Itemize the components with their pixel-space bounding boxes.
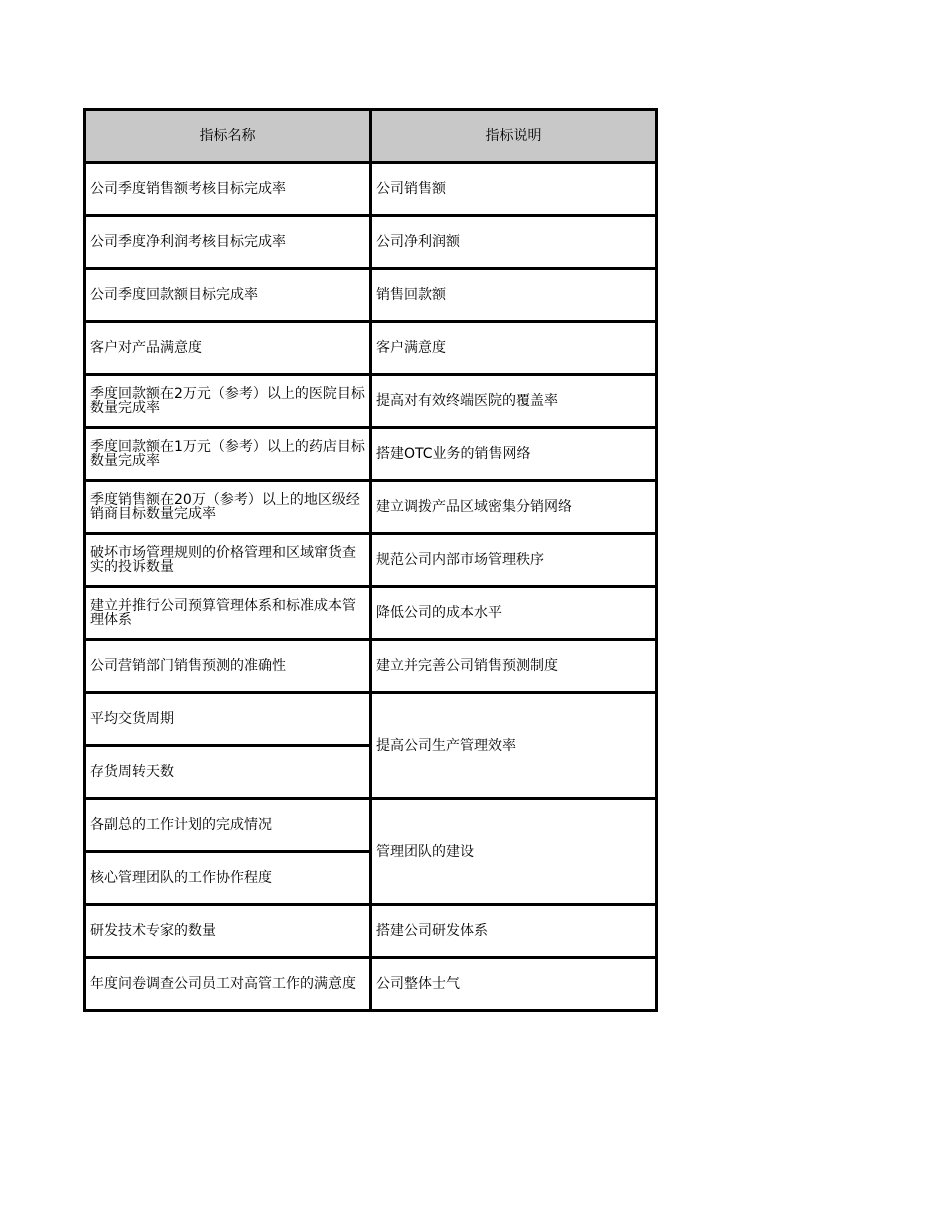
indicator-name-cell[interactable]: 季度销售额在20万（参考）以上的地区级经销商目标数量完成率 — [85, 481, 371, 534]
indicator-description-cell[interactable]: 提高公司生产管理效率 — [371, 693, 657, 799]
table-row — [85, 640, 657, 693]
table-row — [85, 216, 657, 269]
indicator-description-cell[interactable]: 客户满意度 — [371, 322, 657, 375]
table-row — [85, 693, 657, 746]
indicator-description-cell[interactable]: 公司整体士气 — [371, 958, 657, 1011]
table-row — [85, 375, 657, 428]
table-row — [85, 481, 657, 534]
indicator-description-cell[interactable]: 规范公司内部市场管理秩序 — [371, 534, 657, 587]
indicator-name-cell[interactable]: 各副总的工作计划的完成情况 — [85, 799, 371, 852]
table-row — [85, 799, 657, 852]
indicator-description-cell[interactable]: 管理团队的建设 — [371, 799, 657, 905]
table-row — [85, 958, 657, 1011]
header-indicator-description[interactable]: 指标说明 — [371, 110, 657, 163]
indicator-name-cell[interactable]: 年度问卷调查公司员工对高管工作的满意度 — [85, 958, 371, 1011]
table-row — [85, 428, 657, 481]
indicator-name-cell[interactable]: 平均交货周期 — [85, 693, 371, 746]
indicator-description-cell[interactable]: 搭建公司研发体系 — [371, 905, 657, 958]
indicator-description-cell[interactable]: 公司净利润额 — [371, 216, 657, 269]
indicator-description-cell[interactable]: 搭建OTC业务的销售网络 — [371, 428, 657, 481]
indicator-description-cell[interactable]: 降低公司的成本水平 — [371, 587, 657, 640]
indicator-name-cell[interactable]: 客户对产品满意度 — [85, 322, 371, 375]
indicator-name-cell[interactable]: 季度回款额在1万元（参考）以上的药店目标数量完成率 — [85, 428, 371, 481]
header-row — [85, 110, 657, 163]
indicator-name-cell[interactable]: 公司季度回款额目标完成率 — [85, 269, 371, 322]
header-indicator-name[interactable]: 指标名称 — [85, 110, 371, 163]
table-row — [85, 163, 657, 216]
table-row — [85, 534, 657, 587]
indicator-name-cell[interactable]: 研发技术专家的数量 — [85, 905, 371, 958]
indicator-description-cell[interactable]: 公司销售额 — [371, 163, 657, 216]
indicator-name-cell[interactable]: 核心管理团队的工作协作程度 — [85, 852, 371, 905]
indicator-name-cell[interactable]: 公司营销部门销售预测的准确性 — [85, 640, 371, 693]
table-row — [85, 269, 657, 322]
kpi-table — [83, 108, 658, 1012]
indicator-description-cell[interactable]: 建立并完善公司销售预测制度 — [371, 640, 657, 693]
indicator-name-cell[interactable]: 破坏市场管理规则的价格管理和区域窜货查实的投诉数量 — [85, 534, 371, 587]
indicator-description-cell[interactable]: 销售回款额 — [371, 269, 657, 322]
indicator-description-cell[interactable]: 提高对有效终端医院的覆盖率 — [371, 375, 657, 428]
indicator-name-cell[interactable]: 建立并推行公司预算管理体系和标准成本管理体系 — [85, 587, 371, 640]
indicator-name-cell[interactable]: 公司季度净利润考核目标完成率 — [85, 216, 371, 269]
table-row — [85, 905, 657, 958]
table-row — [85, 587, 657, 640]
indicator-name-cell[interactable]: 存货周转天数 — [85, 746, 371, 799]
indicator-name-cell[interactable]: 季度回款额在2万元（参考）以上的医院目标数量完成率 — [85, 375, 371, 428]
indicator-description-cell[interactable]: 建立调拨产品区域密集分销网络 — [371, 481, 657, 534]
table-row — [85, 322, 657, 375]
indicator-name-cell[interactable]: 公司季度销售额考核目标完成率 — [85, 163, 371, 216]
